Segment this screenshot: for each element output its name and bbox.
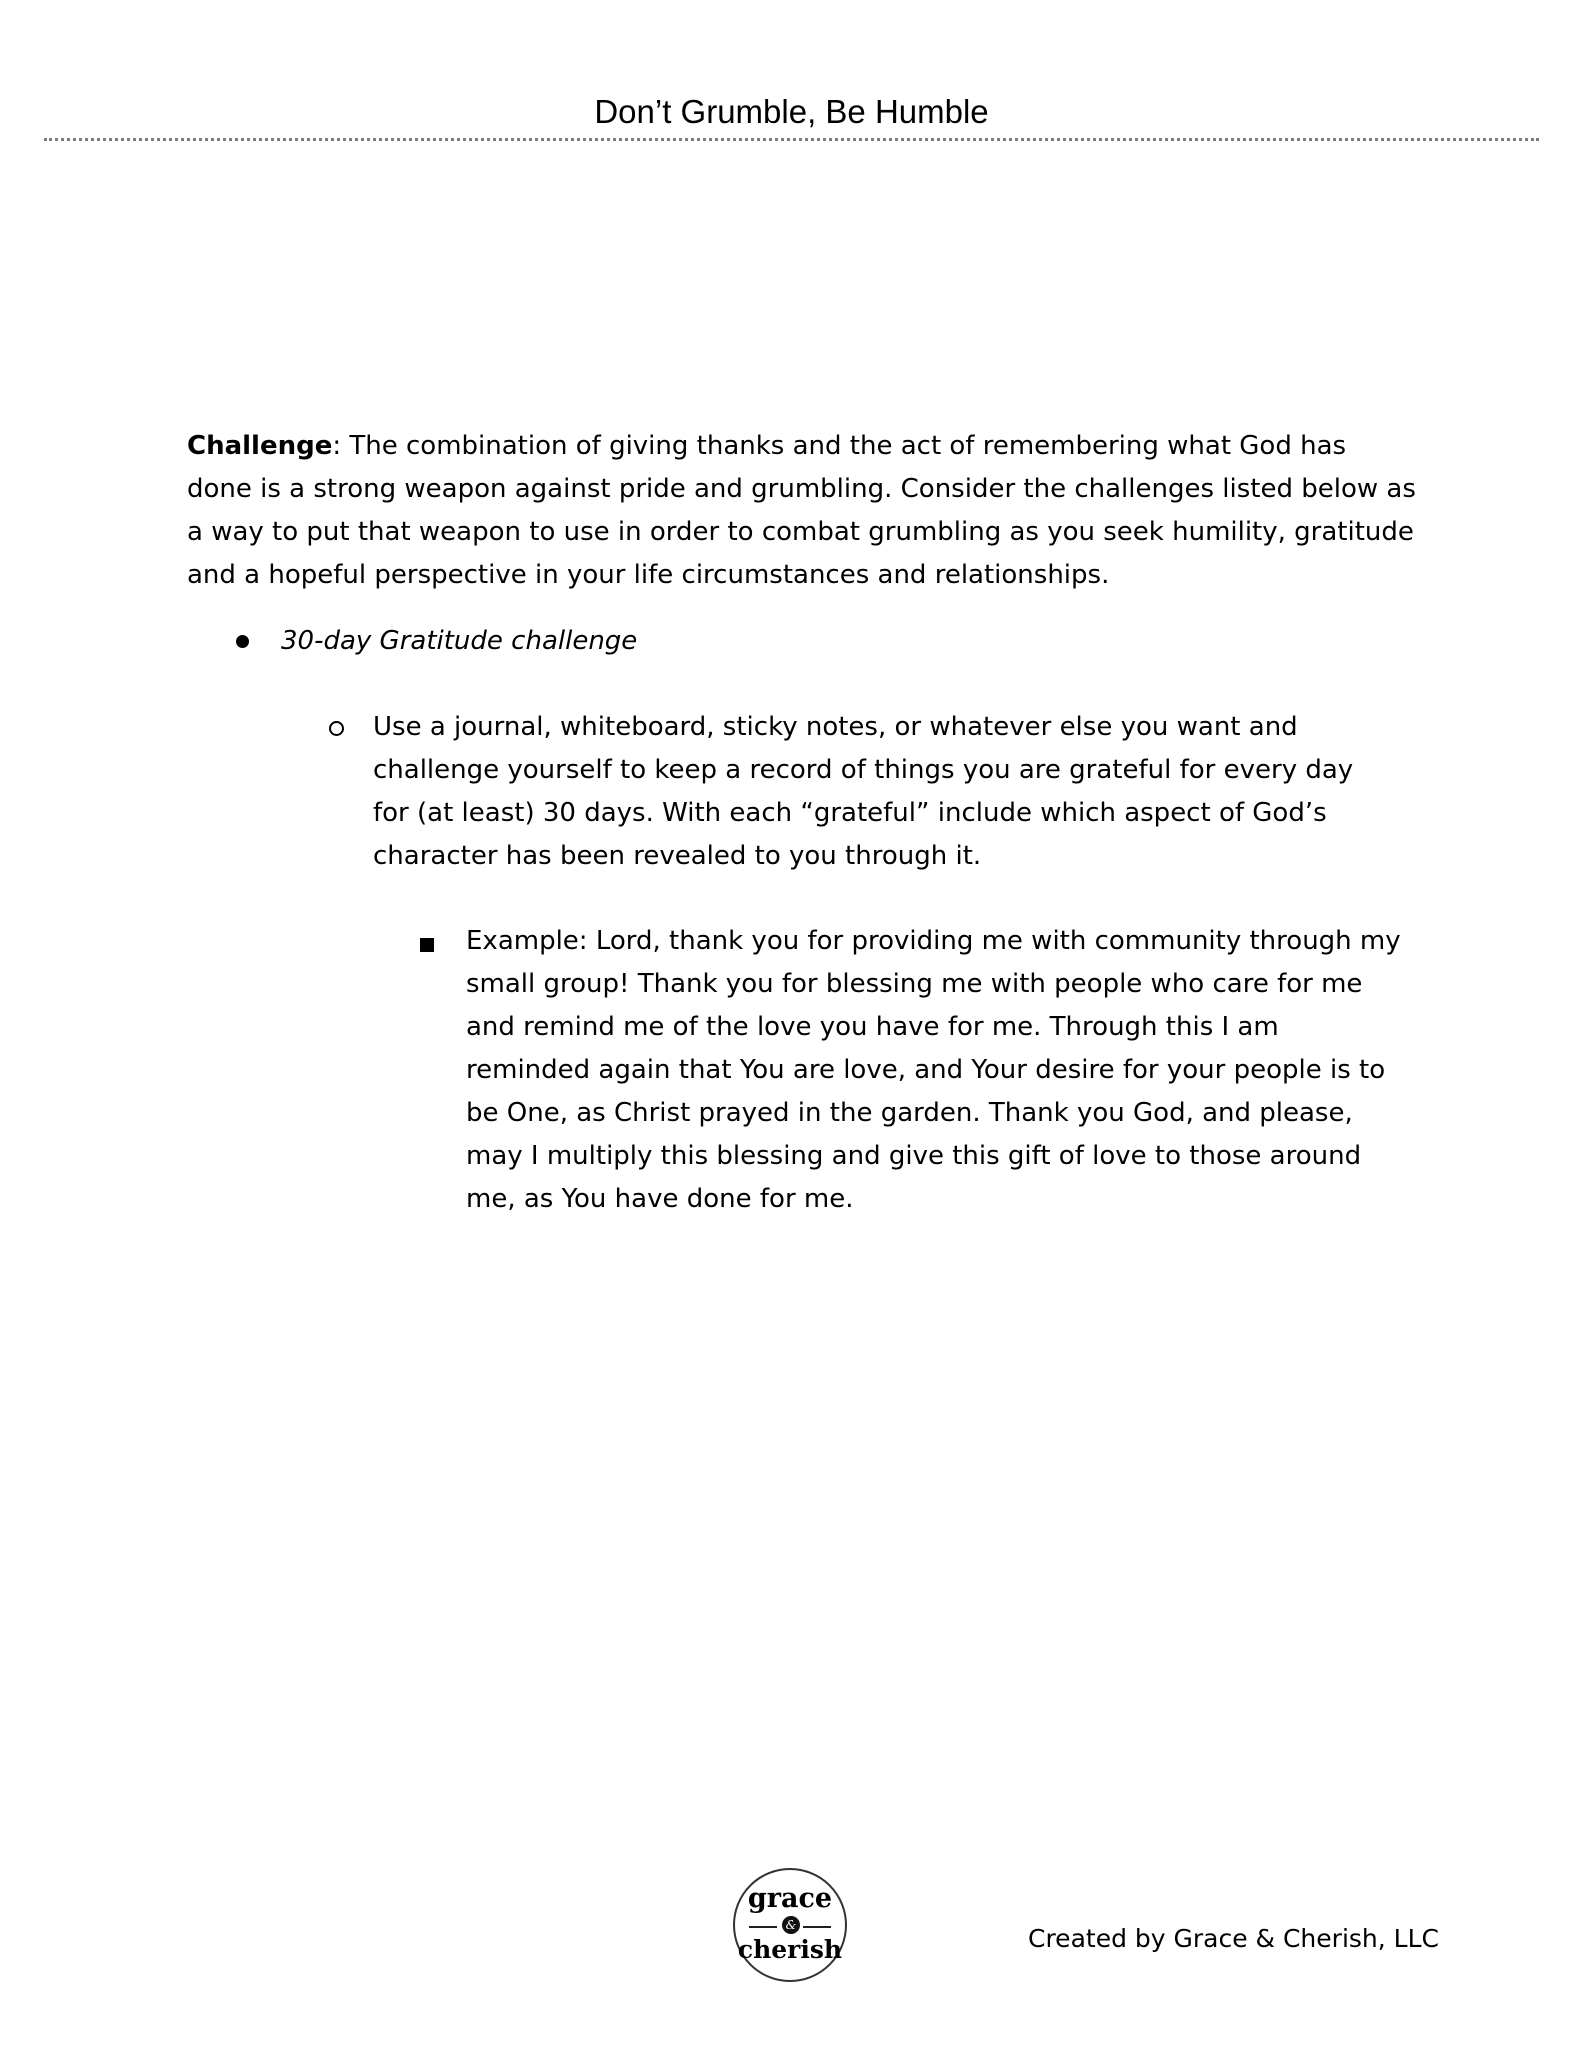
example-prayer: Example: Lord, thank you for providing me with community through my small group! Thank you for blessing me with people who care for me and remind me of the love you have for me. Through this I am reminded again that You are love, and Your desire for your people is to be One, as Christ prayed in the garden. Thank you God, and please, may I multiply this blessing and give this gift of love to those around me, as You have done for me.	[466, 926, 1401, 1214]
page-title: Don’t Grumble, Be Humble	[594, 93, 989, 130]
logo-word-grace: grace	[747, 1883, 833, 1914]
footer-credit: Created by Grace & Cherish, LLC	[1028, 1924, 1439, 1953]
challenge-label: Challenge	[187, 431, 333, 461]
grace-cherish-logo	[733, 1868, 847, 1982]
header-divider	[44, 138, 1539, 141]
disc-bullet-icon	[236, 635, 249, 648]
gratitude-instructions: Use a journal, whiteboard, sticky notes, or whatever else you want and challenge yourself to keep a record of things you are grateful for every day for (at least) 30 days. With each “grateful” include which aspect of God’s character has been revealed to you through it.	[373, 712, 1354, 871]
logo-divider-right	[803, 1926, 831, 1928]
gratitude-challenge-title: 30-day Gratitude challenge	[281, 626, 638, 656]
circle-bullet-icon	[329, 721, 344, 736]
logo-word-cherish: cherish	[737, 1935, 843, 1964]
challenge-text: : The combination of giving thanks and the act of remembering what God has done is a strong weapon against pride and grumbling. Consider the challenges listed below as a way to put that weapon to use in order to combat grumbling as you seek humility, gratitude and a hopeful perspective in your life circumstances and relationships.	[187, 431, 1416, 590]
logo-divider-left	[749, 1926, 777, 1928]
logo-ampersand: &	[782, 1916, 800, 1934]
square-bullet-icon	[420, 938, 434, 952]
challenge-paragraph	[187, 425, 1417, 597]
